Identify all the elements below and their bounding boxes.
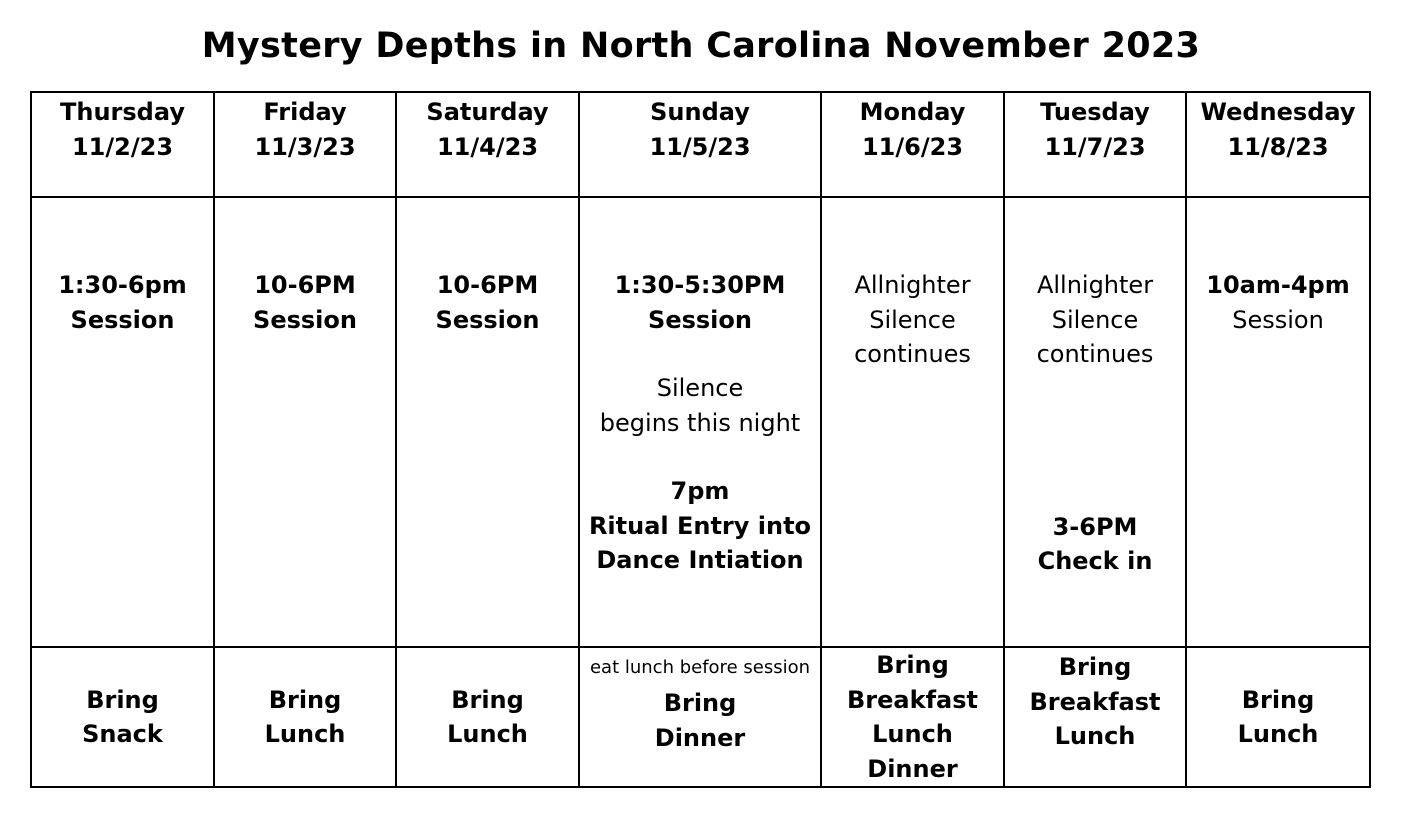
session-label: Session bbox=[435, 305, 540, 334]
allnighter-note: continues bbox=[1036, 340, 1154, 368]
checkin-time: 3-6PM bbox=[1052, 512, 1138, 541]
session-label: Session bbox=[648, 305, 752, 334]
bring-item: Bring bbox=[86, 685, 159, 714]
day-header-saturday bbox=[396, 92, 579, 197]
checkin-label: Check in bbox=[1037, 547, 1153, 575]
evening-time: 7pm bbox=[670, 477, 730, 505]
session-time: 1:30-6pm bbox=[58, 271, 187, 299]
weekday-label: Friday bbox=[263, 98, 347, 126]
bring-item: Lunch bbox=[447, 720, 528, 748]
bring-item: Bring bbox=[451, 685, 524, 714]
session-time: 1:30-5:30PM bbox=[614, 271, 786, 299]
weekday-label: Wednesday bbox=[1200, 98, 1356, 126]
session-label: Session bbox=[70, 305, 175, 334]
bring-item: Dinner bbox=[654, 723, 746, 752]
bring-item: Lunch bbox=[1237, 720, 1319, 748]
day-header-thursday bbox=[31, 92, 214, 197]
day-header-monday bbox=[821, 92, 1004, 197]
allnighter-note: continues bbox=[854, 340, 971, 368]
bring-item: Bring bbox=[876, 651, 949, 679]
bring-cell-monday bbox=[821, 647, 1004, 787]
bring-cell-tuesday bbox=[1004, 647, 1186, 787]
silence-note: Silence bbox=[656, 374, 744, 402]
bring-item: Breakfast bbox=[847, 685, 978, 714]
date-label: 11/3/23 bbox=[254, 132, 356, 161]
allnighter-note: Allnighter bbox=[1036, 271, 1154, 299]
bring-item: Bring bbox=[1058, 653, 1132, 681]
bring-item: Lunch bbox=[264, 720, 346, 748]
bring-item: Lunch bbox=[872, 720, 953, 748]
bring-cell-friday bbox=[214, 647, 396, 787]
bring-row bbox=[31, 647, 1370, 787]
bring-cell-sunday bbox=[579, 647, 821, 787]
session-cell-tuesday bbox=[1004, 197, 1186, 647]
bring-cell-wednesday bbox=[1186, 647, 1370, 787]
bring-item: Dinner bbox=[867, 754, 958, 783]
day-header-tuesday bbox=[1004, 92, 1186, 197]
session-label: Session bbox=[253, 305, 357, 334]
page-title: Mystery Depths in North Carolina November 2023 bbox=[201, 26, 1201, 66]
bring-item: Lunch bbox=[1054, 722, 1136, 750]
date-label: 11/5/23 bbox=[649, 132, 751, 161]
weekday-label: Tuesday bbox=[1040, 98, 1150, 126]
bring-cell-saturday bbox=[396, 647, 579, 787]
lunch-note: eat lunch before session bbox=[589, 657, 810, 678]
session-label: Session bbox=[1232, 305, 1324, 334]
date-label: 11/4/23 bbox=[436, 132, 539, 161]
weekday-label: Saturday bbox=[426, 98, 549, 126]
session-cell-saturday bbox=[396, 197, 579, 647]
date-label: 11/8/23 bbox=[1227, 132, 1329, 161]
bring-item: Snack bbox=[82, 720, 163, 748]
session-cell-thursday bbox=[31, 197, 214, 647]
day-header-wednesday bbox=[1186, 92, 1370, 197]
bring-cell-thursday bbox=[31, 647, 214, 787]
session-cell-sunday bbox=[579, 197, 821, 647]
allnighter-note: Silence bbox=[869, 305, 956, 334]
session-cell-wednesday bbox=[1186, 197, 1370, 647]
session-time: 10-6PM bbox=[436, 271, 539, 299]
evening-event: Ritual Entry into bbox=[588, 511, 812, 540]
silence-note: begins this night bbox=[599, 408, 801, 437]
evening-event: Dance Intiation bbox=[596, 546, 804, 574]
bring-item: Breakfast bbox=[1029, 687, 1161, 716]
allnighter-note: Allnighter bbox=[854, 271, 971, 299]
session-row bbox=[31, 197, 1370, 647]
allnighter-note: Silence bbox=[1051, 305, 1139, 334]
bring-item: Bring bbox=[1241, 685, 1315, 714]
weekday-label: Monday bbox=[859, 98, 966, 126]
session-time: 10am-4pm bbox=[1206, 271, 1350, 299]
session-cell-friday bbox=[214, 197, 396, 647]
weekday-label: Thursday bbox=[60, 98, 185, 126]
date-label: 11/6/23 bbox=[861, 132, 964, 161]
session-cell-monday bbox=[821, 197, 1004, 647]
day-header-friday bbox=[214, 92, 396, 197]
schedule-table bbox=[30, 91, 1371, 788]
session-time: 10-6PM bbox=[254, 271, 356, 299]
bring-item: Bring bbox=[268, 685, 342, 714]
bring-item: Bring bbox=[663, 689, 737, 717]
day-header-row bbox=[31, 92, 1370, 197]
day-header-sunday bbox=[579, 92, 821, 197]
date-label: 11/7/23 bbox=[1044, 132, 1146, 161]
date-label: 11/2/23 bbox=[71, 132, 174, 161]
weekday-label: Sunday bbox=[650, 98, 750, 126]
